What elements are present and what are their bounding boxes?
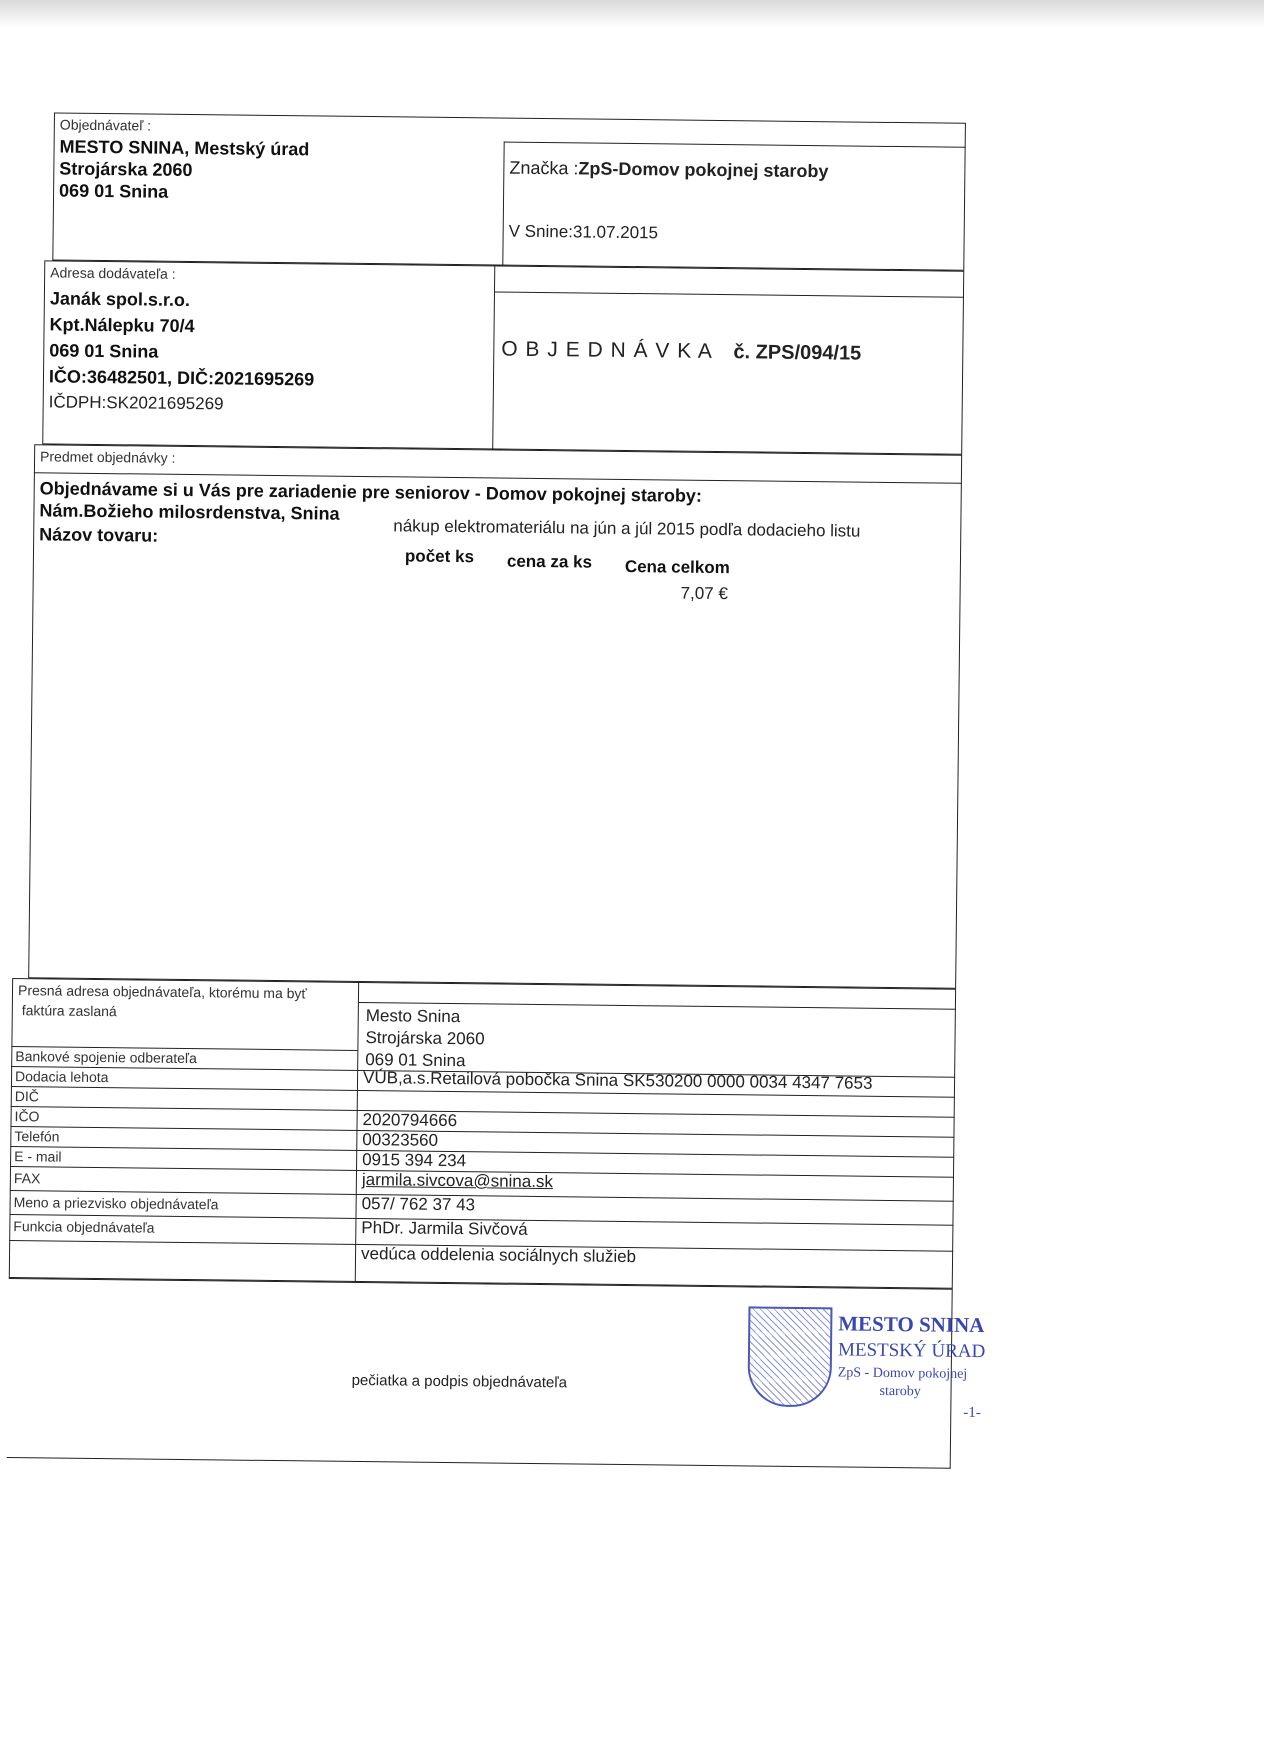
row-label-ico: IČO bbox=[14, 1108, 40, 1125]
supplier-city: 069 01 Snina bbox=[49, 340, 159, 362]
supplier-vat: IČDPH:SK2021695269 bbox=[48, 392, 224, 414]
orderer-city: 069 01 Snina bbox=[58, 180, 169, 202]
subject-line-2: Nám.Božieho milosrdenstva, Snina bbox=[39, 500, 340, 524]
supplier-ids: IČO:36482501, DIČ:2021695269 bbox=[48, 366, 315, 390]
mark-value: ZpS-Domov pokojnej staroby bbox=[578, 158, 829, 182]
row-label-phone: Telefón bbox=[14, 1128, 60, 1145]
row-value-phone: 0915 394 234 bbox=[362, 1150, 467, 1171]
row-label-email: E - mail bbox=[14, 1148, 62, 1165]
row-value-dic: 2020794666 bbox=[362, 1110, 458, 1131]
address-label-1: Presná adresa objednávateľa, ktorému ma byť bbox=[17, 982, 307, 1002]
orderer-label: Objednávateľ : bbox=[59, 116, 152, 134]
order-title: O B J E D N Á V K A bbox=[501, 337, 714, 363]
orderer-street: Strojárska 2060 bbox=[59, 158, 193, 181]
row-value-name: PhDr. Jarmila Sivčová bbox=[361, 1218, 528, 1239]
page-marker: -1- bbox=[963, 1404, 981, 1422]
goods-label: Názov tovaru: bbox=[39, 524, 159, 546]
address-line-1: Mesto Snina bbox=[365, 1006, 461, 1027]
supplier-label: Adresa dodávateľa : bbox=[50, 264, 176, 282]
row-value-email[interactable]: jarmila.sivcova@snina.sk bbox=[361, 1170, 554, 1192]
row-label-fax: FAX bbox=[13, 1170, 41, 1187]
stamp-line-2: MESTSKÝ ÚRAD bbox=[837, 1339, 986, 1363]
orderer-name: MESTO SNINA, Mestský úrad bbox=[59, 136, 310, 160]
order-form bbox=[0, 112, 1084, 1644]
mark-label: Značka : bbox=[509, 157, 579, 179]
row-label-function: Funkcia objednávateľa bbox=[13, 1218, 155, 1236]
address-line-3: 069 01 Snina bbox=[365, 1050, 466, 1071]
row-value-fax: 057/ 762 37 43 bbox=[361, 1194, 476, 1215]
address-line-2: Strojárska 2060 bbox=[365, 1028, 485, 1049]
subject-label: Predmet objednávky : bbox=[40, 448, 176, 466]
subject-note: nákup elektromateriálu na jún a júl 2015 podľa dodacieho listu bbox=[393, 516, 861, 541]
total-value: 7,07 € bbox=[680, 583, 728, 604]
mark-field bbox=[509, 158, 828, 183]
subject-line-1: Objednávame si u Vás pre zariadenie pre seniorov - Domov pokojnej staroby: bbox=[39, 478, 703, 506]
row-value-ico: 00323560 bbox=[362, 1130, 439, 1150]
order-number: č. ZPS/094/15 bbox=[733, 341, 862, 365]
supplier-name: Janák spol.s.r.o. bbox=[49, 288, 191, 311]
scan-shadow bbox=[0, 0, 1264, 28]
stamp-line-4: staroby bbox=[879, 1383, 921, 1400]
row-value-bank: VÚB,a.s.Retailová pobočka Snina SK530200 0000 0034 4347 7653 bbox=[362, 1068, 873, 1093]
orderer-section bbox=[52, 112, 966, 270]
row-label-dic: DIČ bbox=[14, 1088, 40, 1105]
coat-of-arms-icon bbox=[747, 1306, 832, 1407]
column-unit-price: cena za ks bbox=[506, 551, 593, 572]
column-qty: počet ks bbox=[404, 546, 475, 567]
supplier-street: Kpt.Nálepku 70/4 bbox=[49, 314, 195, 337]
stamp-line-3: ZpS - Domov pokojnej bbox=[837, 1365, 968, 1382]
row-label-name: Meno a priezvisko objednávateľa bbox=[13, 1194, 219, 1213]
row-value-function: vedúca oddelenia sociálnych služieb bbox=[360, 1244, 637, 1267]
address-label-2: faktúra zaslaná bbox=[21, 1002, 117, 1020]
row-label-delivery: Dodacia lehota bbox=[14, 1068, 109, 1086]
stamp-line-1: MESTO SNINA bbox=[838, 1311, 985, 1338]
signature-label: pečiatka a podpis objednávateľa bbox=[351, 1371, 568, 1392]
order-title-line bbox=[501, 338, 861, 366]
row-label-bank: Bankové spojenie odberateľa bbox=[15, 1048, 197, 1067]
order-date: V Snine:31.07.2015 bbox=[508, 221, 659, 243]
column-total: Cena celkom bbox=[624, 556, 730, 578]
